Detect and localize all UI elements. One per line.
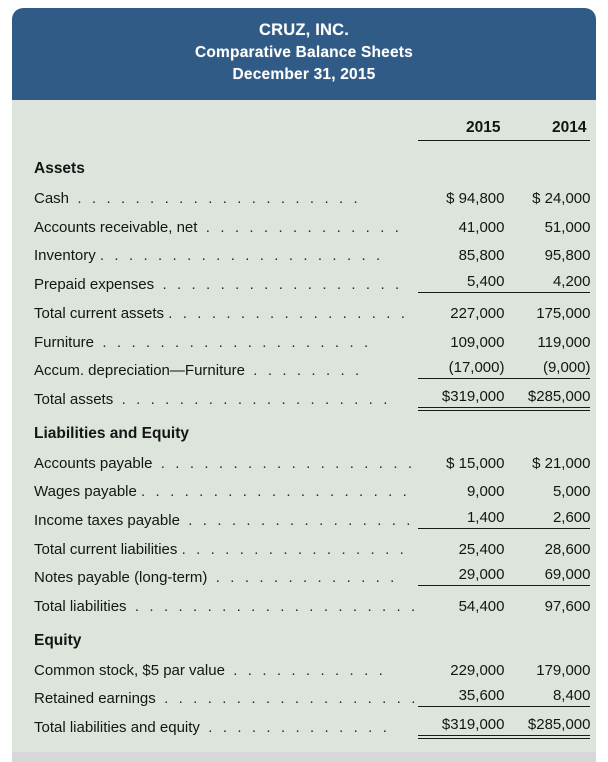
row-label-common-stock: Common stock, $5 par value . . . . . . . . . . . [34, 661, 386, 679]
row-label-inventory: Inventory . . . . . . . . . . . . . . . . . . . . [34, 247, 384, 265]
section-assets-label: Assets [34, 160, 85, 178]
row-value-furniture-2015: 109,000 [450, 333, 505, 351]
table-row [34, 500, 590, 529]
row-label-accumulated-depreciation: Accum. depreciation—Furniture . . . . . . . . [34, 362, 363, 380]
table-row [34, 322, 590, 351]
table-row [34, 379, 590, 408]
row-value-cash-2014: $ 24,000 [532, 190, 591, 208]
table-row [34, 529, 590, 558]
column-header-2014 [504, 110, 590, 143]
row-value-total-current-liabilities-2015: 25,400 [458, 540, 505, 558]
row-label-wages-payable: Wages payable . . . . . . . . . . . . . . . . . . . [34, 483, 410, 501]
balance-sheet-card [12, 8, 596, 752]
company-name: CRUZ, INC. [259, 21, 349, 39]
column-header-2015 [418, 110, 504, 143]
row-label-accounts-receivable: Accounts receivable, net . . . . . . . . . . . . . . [34, 218, 403, 236]
row-value-retained-earnings-2014: 8,400 [504, 679, 590, 708]
row-value-accumulated-depreciation-2014: (9,000) [504, 351, 590, 380]
row-value-total-current-assets-2014: 175,000 [536, 304, 591, 322]
row-value-total-liabilities-and-equity-2015: $319,000 [418, 707, 504, 736]
row-value-wages-payable-2015: 9,000 [466, 483, 505, 501]
row-value-cash-2015: $ 94,800 [446, 190, 505, 208]
row-value-common-stock-2015: 229,000 [450, 661, 505, 679]
row-value-wages-payable-2014: 5,000 [552, 483, 591, 501]
row-value-furniture-2014: 119,000 [537, 333, 591, 351]
row-value-accounts-payable-2014: $ 21,000 [532, 454, 591, 472]
table-row [34, 264, 590, 293]
row-value-notes-payable-2015: 29,000 [418, 558, 504, 587]
statement-date: December 31, 2015 [232, 66, 376, 84]
row-label-total-current-assets: Total current assets . . . . . . . . . . . . . . . . . [34, 304, 409, 322]
row-label-prepaid-expenses: Prepaid expenses . . . . . . . . . . . . . . . . . [34, 276, 403, 294]
row-label-accounts-payable: Accounts payable . . . . . . . . . . . . . . . . . . [34, 454, 416, 472]
row-value-accounts-receivable-2015: 41,000 [458, 218, 505, 236]
row-label-total-liabilities-and-equity: Total liabilities and equity . . . . . . . . . . . . . [34, 719, 390, 737]
statement-body [12, 100, 596, 752]
table-row [34, 586, 590, 615]
row-value-accounts-payable-2015: $ 15,000 [446, 454, 505, 472]
row-value-notes-payable-2014: 69,000 [504, 558, 590, 587]
row-label-cash: Cash . . . . . . . . . . . . . . . . . . . . [34, 190, 361, 208]
table-row [34, 236, 590, 265]
section-equity [34, 615, 590, 650]
row-value-income-taxes-payable-2014: 2,600 [504, 500, 590, 529]
table-row [34, 351, 590, 380]
statement-header [12, 8, 596, 100]
balance-sheet-table [34, 110, 590, 736]
row-value-accumulated-depreciation-2015: (17,000) [418, 351, 504, 380]
row-label-retained-earnings: Retained earnings . . . . . . . . . . . . . . . . . . [34, 690, 419, 708]
year-current-label: 2015 [466, 119, 501, 137]
row-value-inventory-2015: 85,800 [458, 247, 505, 265]
table-row [34, 650, 590, 679]
row-value-prepaid-expenses-2014: 4,200 [504, 264, 590, 293]
footer-strip [12, 752, 596, 762]
row-value-total-assets-2015: $319,000 [418, 379, 504, 408]
section-liabilities-label: Liabilities and Equity [34, 424, 190, 442]
row-label-furniture: Furniture . . . . . . . . . . . . . . . . . . . [34, 333, 372, 351]
table-row [34, 707, 590, 736]
row-value-accounts-receivable-2014: 51,000 [544, 218, 591, 236]
table-row [34, 679, 590, 708]
row-label-total-current-liabilities: Total current liabilities . . . . . . . . . . . . . . . . [34, 540, 407, 558]
row-value-total-current-assets-2015: 227,000 [450, 304, 505, 322]
section-liabilities-and-equity [34, 408, 590, 443]
section-assets [34, 143, 590, 178]
table-row [34, 293, 590, 322]
row-value-total-liabilities-2015: 54,400 [458, 598, 505, 616]
year-prior-label: 2014 [552, 119, 587, 137]
row-label-income-taxes-payable: Income taxes payable . . . . . . . . . . . . . . . . [34, 511, 414, 529]
table-row [34, 443, 590, 472]
column-header-row [34, 110, 590, 143]
row-label-total-liabilities: Total liabilities . . . . . . . . . . . . . . . . . . . . [34, 598, 419, 616]
row-value-income-taxes-payable-2015: 1,400 [418, 500, 504, 529]
row-label-total-assets: Total assets . . . . . . . . . . . . . . . . . . . [34, 390, 391, 408]
row-value-inventory-2014: 95,800 [544, 247, 591, 265]
row-label-notes-payable: Notes payable (long-term) . . . . . . . . . . . . . [34, 569, 398, 587]
spacer-cell [34, 110, 418, 143]
row-value-total-liabilities-2014: 97,600 [544, 598, 591, 616]
row-value-total-current-liabilities-2014: 28,600 [544, 540, 591, 558]
row-value-total-assets-2014: $285,000 [504, 379, 590, 408]
row-value-common-stock-2014: 179,000 [536, 661, 591, 679]
table-row [34, 472, 590, 501]
row-value-retained-earnings-2015: 35,600 [418, 679, 504, 708]
row-value-prepaid-expenses-2015: 5,400 [418, 264, 504, 293]
statement-title: Comparative Balance Sheets [195, 44, 413, 62]
table-row [34, 207, 590, 236]
row-value-total-liabilities-and-equity-2014: $285,000 [504, 707, 590, 736]
section-equity-label: Equity [34, 632, 82, 650]
table-row [34, 558, 590, 587]
table-row [34, 178, 590, 207]
